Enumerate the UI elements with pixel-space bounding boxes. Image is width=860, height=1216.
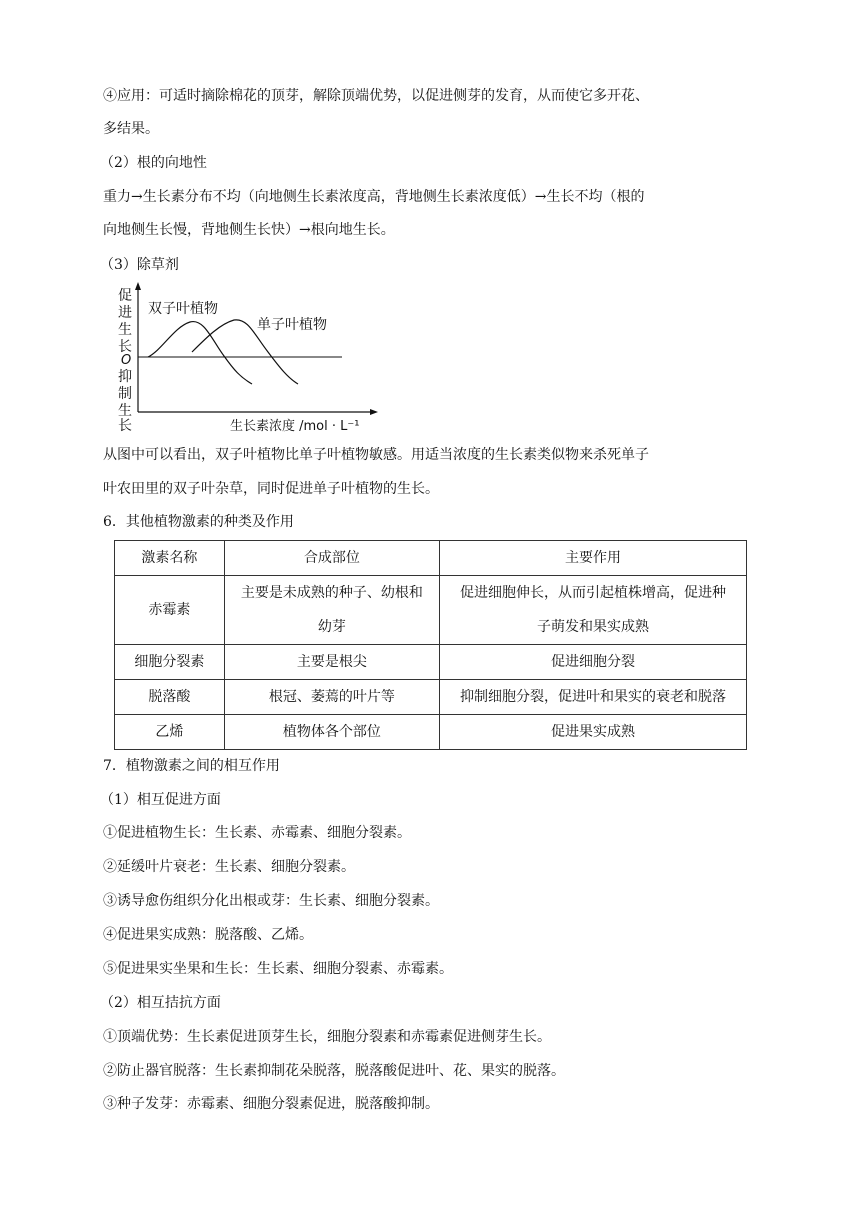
section-title-antagonize: （2）相互拮抗方面 — [100, 995, 221, 1011]
promote-item: ④促进果实成熟：脱落酸、乙烯。 — [103, 927, 313, 943]
table-cell — [440, 576, 747, 645]
para2-line1: 重力→生长素分布不均（向地侧生长素浓度高，背地侧生长素浓度低）→生长不均（根的 — [103, 189, 645, 205]
table-header: 激素名称 — [115, 541, 225, 576]
table-cell: 促进细胞分裂 — [440, 645, 747, 680]
x-axis-label: 生长素浓度 /mol · L⁻¹ — [230, 419, 360, 432]
table-header: 合成部位 — [224, 541, 439, 576]
section-title-herbicide: （3）除草剂 — [100, 257, 179, 273]
section-title-promote: （1）相互促进方面 — [100, 792, 221, 808]
cell-line: 主要是未成熟的种子、幼根和 — [240, 585, 423, 601]
table-row — [115, 715, 747, 750]
monocot-label: 单子叶植物 — [257, 317, 327, 333]
dicot-curve — [148, 322, 252, 384]
dicot-label: 双子叶植物 — [148, 301, 218, 317]
table-cell: 脱落酸 — [115, 680, 225, 715]
table-cell — [224, 576, 439, 645]
table-cell: 乙烯 — [115, 715, 225, 750]
table-cell: 植物体各个部位 — [224, 715, 439, 750]
table-row — [115, 576, 747, 645]
promote-item: ③诱导愈伤组织分化出根或芽：生长素、细胞分裂素。 — [103, 893, 439, 909]
cell-line: 促进细胞伸长，从而引起植株增高，促进种 — [460, 585, 726, 601]
y-axis-arrow — [135, 282, 141, 290]
table-cell: 促进果实成熟 — [440, 715, 747, 750]
y-axis-label-char: 抑 — [118, 369, 132, 385]
table-cell: 赤霉素 — [115, 576, 225, 645]
herbicide-figure — [112, 282, 382, 432]
para3-line1: 从图中可以看出，双子叶植物比单子叶植物敏感。用适当浓度的生长素类似物来杀死单子 — [103, 447, 649, 463]
hormone-table — [114, 540, 747, 750]
antagonize-item: ②防止器官脱落：生长素抑制花朵脱落，脱落酸促进叶、花、果实的脱落。 — [103, 1063, 565, 1079]
para1-line1: ④应用：可适时摘除棉花的顶芽，解除顶端优势，以促进侧芽的发育，从而使它多开花、 — [103, 88, 649, 104]
para3-line2: 叶农田里的双子叶杂草，同时促进单子叶植物的生长。 — [103, 481, 439, 497]
y-axis-label-char: 生 — [118, 403, 132, 419]
table-cell: 根冠、萎蔫的叶片等 — [224, 680, 439, 715]
y-axis-label-char: 长 — [118, 339, 132, 355]
origin-label: O — [121, 353, 132, 368]
promote-item: ②延缓叶片衰老：生长素、细胞分裂素。 — [103, 859, 355, 875]
table-header: 主要作用 — [440, 541, 747, 576]
section-title-interactions: 7．植物激素之间的相互作用 — [103, 758, 280, 774]
table-row — [115, 645, 747, 680]
section-title-gravitropism: （2）根的向地性 — [100, 155, 207, 171]
table-cell: 主要是根尖 — [224, 645, 439, 680]
table-header-row — [115, 541, 747, 576]
antagonize-item: ③种子发芽：赤霉素、细胞分裂素促进，脱落酸抑制。 — [103, 1096, 439, 1112]
para2-line2: 向地侧生长慢，背地侧生长快）→根向地生长。 — [103, 222, 395, 238]
cell-line: 子萌发和果实成熟 — [537, 619, 649, 635]
table-row — [115, 680, 747, 715]
antagonize-item: ①顶端优势：生长素促进顶芽生长，细胞分裂素和赤霉素促进侧芽生长。 — [103, 1029, 551, 1045]
promote-item: ⑤促进果实坐果和生长：生长素、细胞分裂素、赤霉素。 — [103, 961, 453, 977]
y-axis-label-char: 生 — [118, 322, 132, 338]
table-cell: 细胞分裂素 — [115, 645, 225, 680]
x-axis-arrow — [370, 409, 378, 415]
y-axis-label-char: 长 — [118, 418, 132, 432]
table-cell: 抑制细胞分裂，促进叶和果实的衰老和脱落 — [440, 680, 747, 715]
promote-item: ①促进植物生长：生长素、赤霉素、细胞分裂素。 — [103, 825, 411, 841]
section-title-other-hormones: 6．其他植物激素的种类及作用 — [103, 514, 294, 530]
y-axis-label-char: 制 — [118, 386, 132, 402]
y-axis-label-char: 促 — [118, 288, 132, 304]
para1-line2: 多结果。 — [103, 121, 159, 137]
cell-line: 幼芽 — [317, 619, 346, 635]
y-axis-label-char: 进 — [118, 305, 132, 321]
